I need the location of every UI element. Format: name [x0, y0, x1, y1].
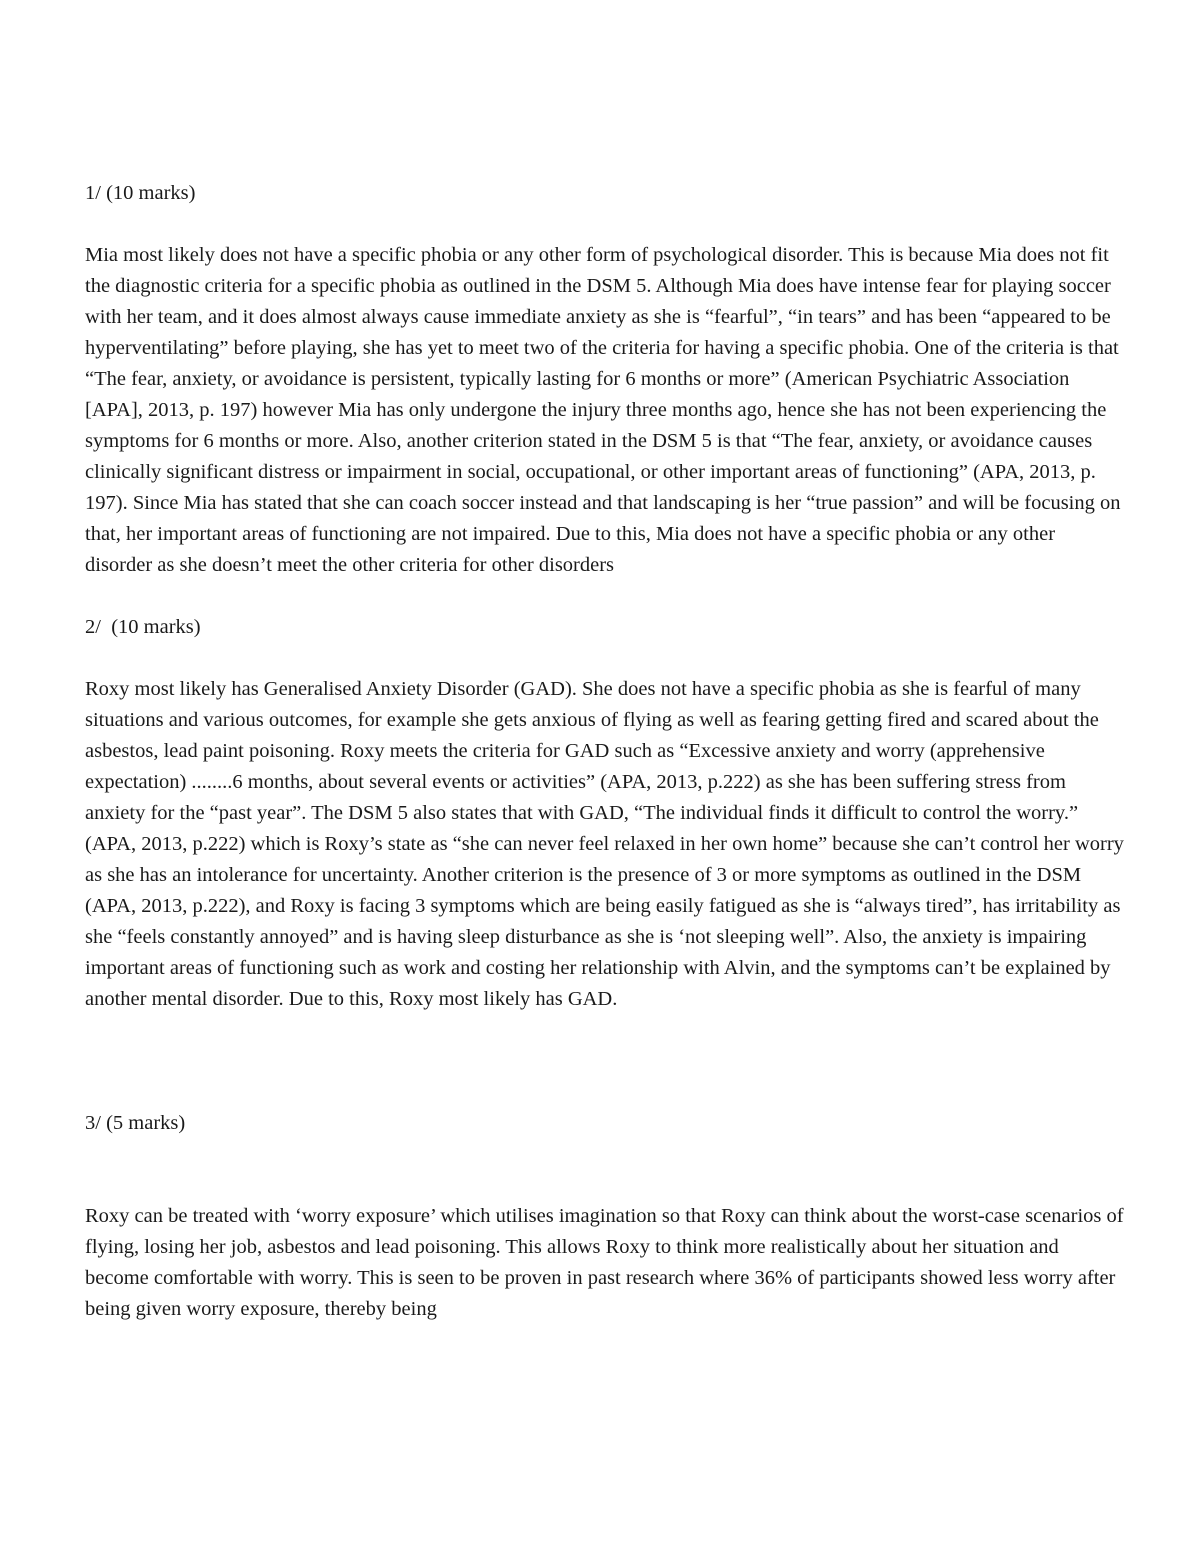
section-3-heading: 3/ (5 marks) — [85, 1112, 186, 1134]
section-1-heading: 1/ (10 marks) — [85, 182, 196, 204]
section-1-body: Mia most likely does not have a specific phobia or any other form of psychological disorder. This is because Mia does not fit the diagnostic criteria for a specific phobia as outlined in the DSM 5. Although Mia does have intense fear for playing soccer with her team, and it does almost always cause immediate anxiety as she is “fearful”, “in tears” and has been “appeared to be hyperventilating” before playing, she has yet to meet two of the criteria for having a specific phobia. One of the criteria is that “The fear, anxiety, or avoidance is persistent, typically lasting for 6 months or more” (American Psychiatric Association [APA], 2013, p. 197) however Mia has only undergone the injury three months ago, hence she has not been experiencing the symptoms for 6 months or more. Also, another criterion stated in the DSM 5 is that “The fear, anxiety, or avoidance causes clinically significant distress or impairment in social, occupational, or other important areas of functioning” (APA, 2013, p. 197). Since Mia has stated that she can coach soccer instead and that landscaping is her “true passion” and will be focusing on that, her important areas of functioning are not impaired. Due to this, Mia does not have a specific phobia or any other disorder as she doesn’t meet the other criteria for other disorders — [85, 244, 1121, 576]
section-2-heading: 2/ (10 marks) — [85, 616, 201, 638]
spacer — [85, 1015, 1125, 1108]
spacer — [85, 643, 1125, 674]
document-page — [85, 178, 1125, 1325]
spacer — [85, 209, 1125, 240]
spacer — [85, 581, 1125, 612]
section-2-body: Roxy most likely has Generalised Anxiety Disorder (GAD). She does not have a specific phobia as she is fearful of many situations and various outcomes, for example she gets anxious of flying as well as fearing getting fired and scared about the asbestos, lead paint poisoning. Roxy meets the criteria for GAD such as “Excessive anxiety and worry (apprehensive expectation) ........6 months, about several events or activities” (APA, 2013, p.222) as she has been suffering stress from anxiety for the “past year”. The DSM 5 also states that with GAD, “The individual finds it difficult to control the worry.” (APA, 2013, p.222) which is Roxy’s state as “she can never feel relaxed in her own home” because she can’t control her worry as she has an intolerance for uncertainty. Another criterion is the presence of 3 or more symptoms as outlined in the DSM (APA, 2013, p.222), and Roxy is facing 3 symptoms which are being easily fatigued as she is “always tired”, has irritability as she “feels constantly annoyed” and is having sleep disturbance as she is ‘not sleeping well”. Also, the anxiety is impairing important areas of functioning such as work and costing her relationship with Alvin, and the symptoms can’t be explained by another mental disorder. Due to this, Roxy most likely has GAD. — [85, 678, 1124, 1010]
section-3-body: Roxy can be treated with ‘worry exposure’ which utilises imagination so that Roxy can think about the worst-case scenarios of flying, losing her job, asbestos and lead poisoning. This allows Roxy to think more realistically about her situation and become comfortable with worry. This is seen to be proven in past research where 36% of participants showed less worry after being given worry exposure, thereby being — [85, 1205, 1124, 1320]
spacer — [85, 1139, 1125, 1201]
